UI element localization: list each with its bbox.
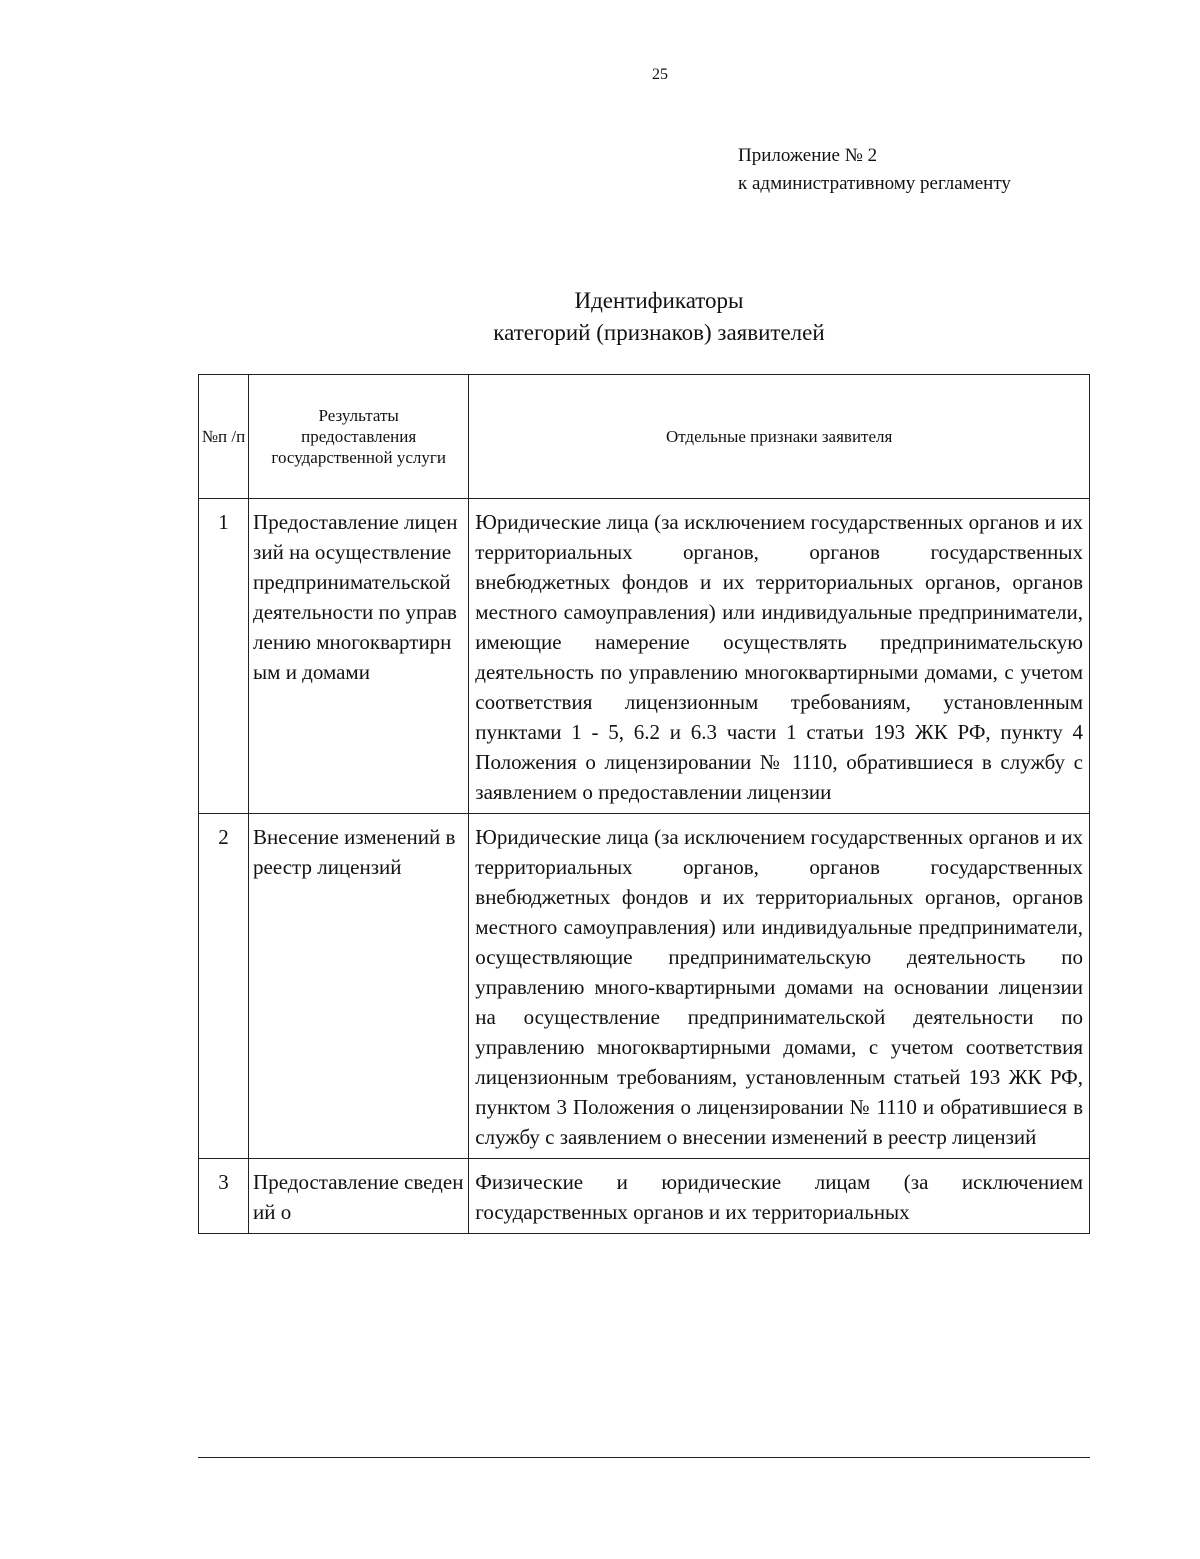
applicant-categories-table [198, 374, 1090, 1234]
table-row [199, 814, 1090, 1159]
row-result: Внесение изменений в реестр лицензий [249, 814, 469, 1159]
row-signs: Физические и юридические лицам (за исключением государственных органов и их территориальных [469, 1159, 1090, 1234]
page-number: 25 [652, 66, 668, 83]
row-number: 3 [199, 1159, 249, 1234]
header-num: №п /п [199, 375, 249, 499]
row-signs: Юридические лица (за исключением государственных органов и их территориальных органов, органов государственных внебюджетных фондов и их территориальных органов, органов местного самоуправления) или индивидуальные предприниматели, имеющие намерение осуществлять предпринимательскую деятельность по управлению многоквартирными домами, с учетом соответствия лицензионным требованиям, установленным пунктами 1 - 5, 6.2 и 6.3 части 1 статьи 193 ЖК РФ, пункту 4 Положения о лицензировании № 1110, обратившиеся в службу с заявлением о предоставлении лицензии [469, 499, 1090, 814]
row-result: Предоставление лицензий на осуществление предпринимательской деятельности по управлению многоквартирным и домами [249, 499, 469, 814]
appendix-line-2: к административному регламенту [738, 173, 1011, 194]
row-result: Предоставление сведений о [249, 1159, 469, 1234]
appendix-line-1: Приложение № 2 [738, 145, 878, 166]
page-cut-mask [190, 1459, 1110, 1559]
table-row [199, 499, 1090, 814]
appendix-note [738, 142, 1011, 198]
header-signs: Отдельные признаки заявителя [469, 375, 1090, 499]
document-title [200, 285, 1118, 349]
row-number: 1 [199, 499, 249, 814]
table-row [199, 1159, 1090, 1234]
table-header-row [199, 375, 1090, 499]
header-result: Результаты предоставления государственной услуги [249, 375, 469, 499]
title-line-1: Идентификаторы [574, 288, 744, 313]
table-bottom-rule [198, 1457, 1090, 1458]
row-signs: Юридические лица (за исключением государственных органов и их территориальных органов, органов государственных внебюджетных фондов и их территориальных органов, органов местного самоуправления) или индивидуальные предприниматели, осуществляющие предпринимательскую деятельность по управлению много-квартирными домами на основании лицензии на осуществление предпринимательской деятельности по управлению многоквартирными домами, с учетом соответствия лицензионным требованиям, установленным статьей 193 ЖК РФ, пунктом 3 Положения о лицензировании № 1110 и обратившиеся в службу с заявлением о внесении изменений в реестр лицензий [469, 814, 1090, 1159]
title-line-2: категорий (признаков) заявителей [493, 320, 825, 345]
row-number: 2 [199, 814, 249, 1159]
